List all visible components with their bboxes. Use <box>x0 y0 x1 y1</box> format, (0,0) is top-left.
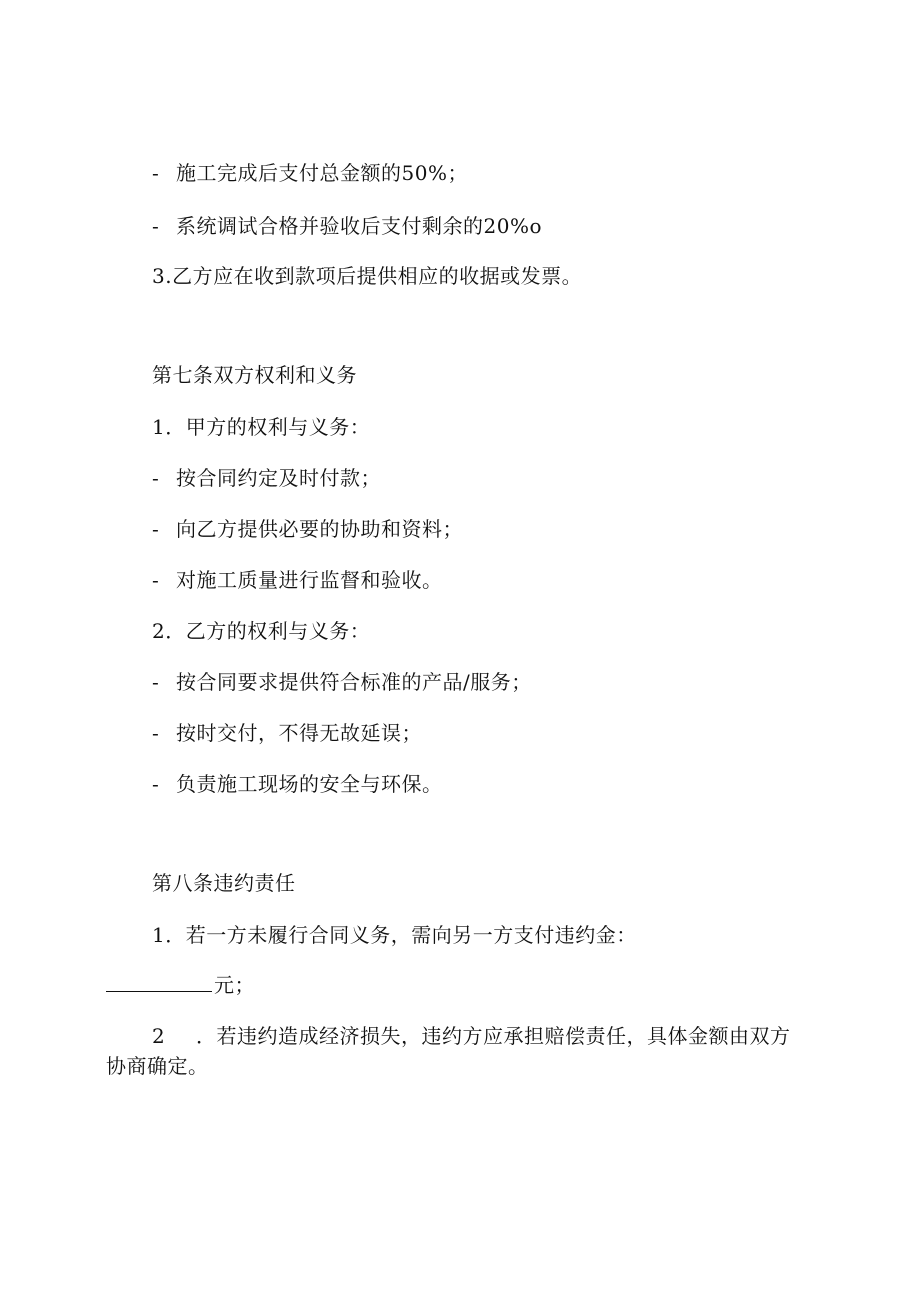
penalty-amount-line <box>106 972 255 998</box>
party-a-item-text: 对施工质量进行监督和验收。 <box>176 568 443 592</box>
party-b-item-text: 按时交付，不得无故延误； <box>176 721 422 745</box>
article8-item-2-text: ．若违约造成经济损失，违约方应承担赔偿责任，具体金额由双方协商确定。 <box>106 1024 791 1078</box>
party-b-title: 2．乙方的权利与义务： <box>152 619 371 643</box>
party-a-item-text: 按合同约定及时付款； <box>176 466 381 490</box>
party-a-item-text: 向乙方提供必要的协助和资料； <box>176 517 463 541</box>
article8-item-2-number: 2 <box>152 1024 166 1048</box>
payment-item-after-acceptance <box>152 213 542 239</box>
party-a-item <box>152 516 463 542</box>
bullet-dash: - <box>152 670 160 694</box>
party-b-item <box>152 771 443 797</box>
article8-item-1: 1．若一方未履行合同义务，需向另一方支付违约金： <box>152 923 637 947</box>
bullet-dash: - <box>152 466 160 490</box>
bullet-dash: - <box>152 568 160 592</box>
bullet-dash: - <box>152 214 160 238</box>
bullet-dash: - <box>152 721 160 745</box>
party-b-item-text: 负责施工现场的安全与环保。 <box>176 772 443 796</box>
party-b-item-text: 按合同要求提供符合标准的产品/服务； <box>176 670 532 694</box>
penalty-amount-blank <box>106 973 212 992</box>
payment-item-3: 3.乙方应在收到款项后提供相应的收据或发票。 <box>152 264 583 288</box>
party-a-title: 1．甲方的权利与义务： <box>152 415 371 439</box>
payment-item-text: 施工完成后支付总金额的50%； <box>176 161 468 185</box>
party-b-item <box>152 669 532 695</box>
bullet-dash: - <box>152 161 160 185</box>
penalty-amount-unit: 元； <box>214 973 255 997</box>
article8-heading: 第八条违约责任 <box>152 871 296 895</box>
bullet-dash: - <box>152 517 160 541</box>
party-b-item <box>152 720 422 746</box>
payment-item-after-construction <box>152 160 468 186</box>
article7-heading: 第七条双方权利和义务 <box>152 363 357 387</box>
payment-item-text: 系统调试合格并验收后支付剩余的20%o <box>176 214 542 238</box>
party-a-item <box>152 567 443 593</box>
article8-item-2 <box>106 1021 796 1081</box>
bullet-dash: - <box>152 772 160 796</box>
party-a-item <box>152 465 381 491</box>
